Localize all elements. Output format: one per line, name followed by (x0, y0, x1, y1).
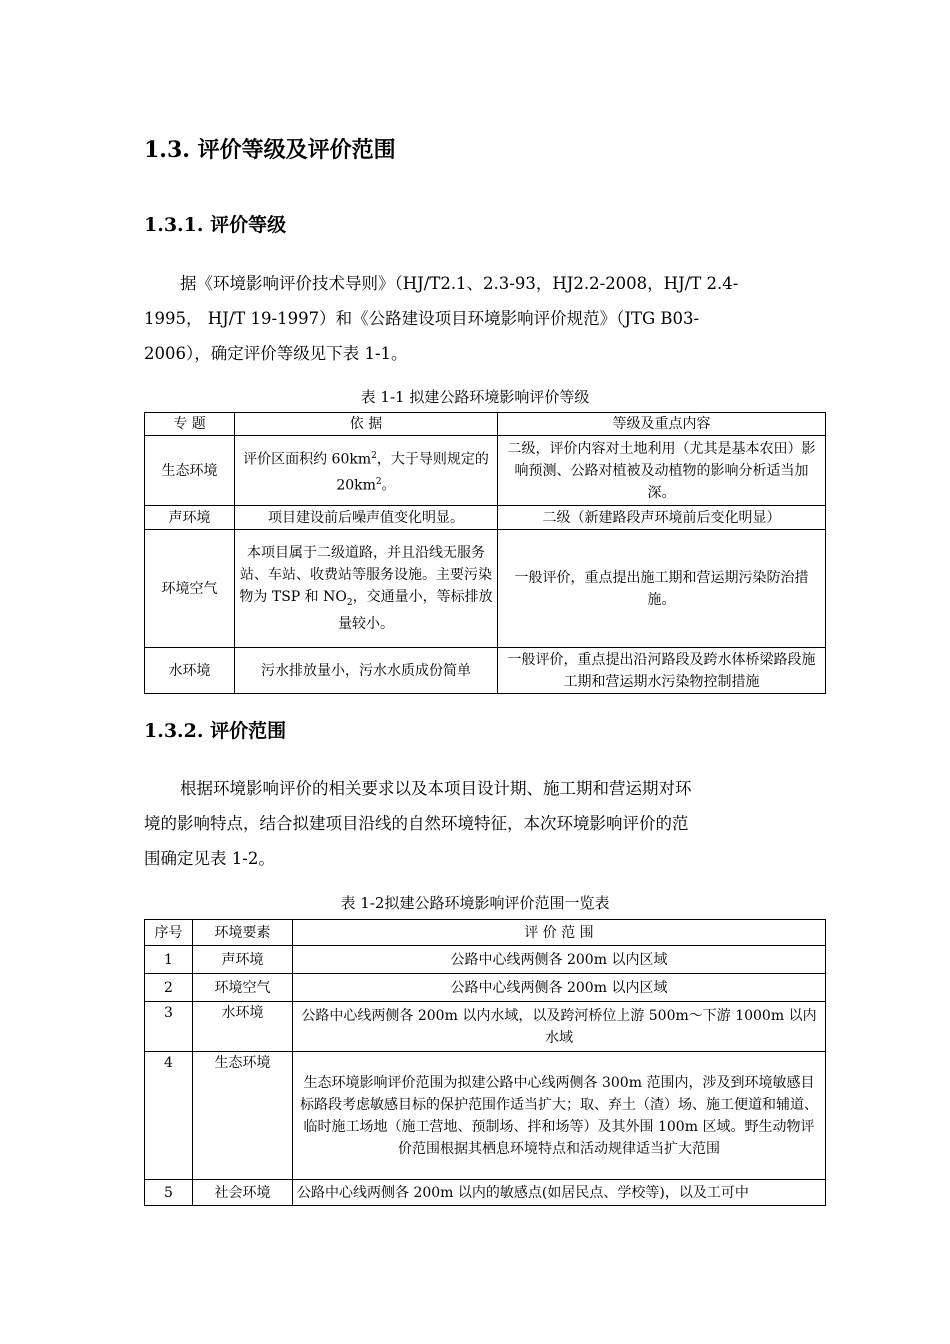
paragraph-line: 据《环境影响评价技术导则》（HJ/T2.1、2.3-93，HJ2.2-2008，HJ/T 2.4- (180, 274, 739, 293)
range-cell: 公路中心线两侧各 200m 以内的敏感点(如居民点、学校等)，以及工可中 (293, 1180, 826, 1206)
element-cell: 声环境 (193, 946, 293, 974)
paragraph-range-basis (144, 771, 806, 876)
column-header: 评 价 范 围 (293, 920, 826, 946)
topic-cell: 生态环境 (145, 436, 235, 506)
content-cell: 一般评价，重点提出施工期和营运期污染防治措施。 (498, 530, 826, 648)
paragraph-line: 2006），确定评价等级见下表 1-1。 (144, 344, 408, 363)
element-cell: 生态环境 (193, 1052, 293, 1180)
range-table (144, 919, 826, 1206)
number-cell: 2 (145, 974, 193, 1002)
content-cell: 二级，评价内容对土地利用（尤其是基本农田）影响预测、公路对植被及动植物的影响分析适当加深。 (498, 436, 826, 506)
topic-cell: 环境空气 (145, 530, 235, 648)
range-cell: 公路中心线两侧各 200m 以内区域 (293, 946, 826, 974)
table-caption: 表 1-2拟建公路环境影响评价范围一览表 (340, 894, 610, 912)
table-caption: 表 1-1 拟建公路环境影响评价等级 (360, 388, 590, 406)
table-row (145, 648, 826, 694)
column-header: 依 据 (235, 413, 498, 436)
paragraph-grade-basis (144, 266, 806, 371)
table-header-row (145, 413, 826, 436)
section-heading: 1.3. 评价等级及评价范围 (144, 137, 396, 163)
basis-cell: 项目建设前后噪声值变化明显。 (235, 506, 498, 530)
table-row (145, 436, 826, 506)
table-row (145, 506, 826, 530)
table-row (145, 1052, 826, 1180)
number-cell: 4 (145, 1052, 193, 1180)
table-row (145, 974, 826, 1002)
paragraph-line: 根据环境影响评价的相关要求以及本项目设计期、施工期和营运期对环 (180, 779, 692, 798)
number-cell: 1 (145, 946, 193, 974)
column-header: 等级及重点内容 (498, 413, 826, 436)
element-cell: 环境空气 (193, 974, 293, 1002)
column-header: 专 题 (145, 413, 235, 436)
number-cell: 5 (145, 1180, 193, 1206)
table-row (145, 946, 826, 974)
paragraph-line: 境的影响特点，结合拟建项目沿线的自然环境特征，本次环境影响评价的范 (144, 814, 689, 833)
table-header-row (145, 920, 826, 946)
basis-cell: 本项目属于二级道路，并且沿线无服务站、车站、收费站等服务设施。主要污染物为 TSP 和 $NO_2$，交通量小，等标排放量较小。 (235, 530, 498, 648)
topic-cell: 声环境 (145, 506, 235, 530)
subsection-heading-grade: 1.3.1. 评价等级 (144, 214, 287, 236)
number-cell: 3 (145, 1002, 193, 1052)
paragraph-line: 围确定见表 1-2。 (144, 849, 275, 868)
range-cell: 公路中心线两侧各 200m 以内水域，以及跨河桥位上游 500m～下游 1000m 以内水域 (293, 1002, 826, 1052)
basis-cell: 评价区面积约 $60km^2$，大于导则规定的 $20km^2$。 (235, 436, 498, 506)
subsection-heading-range: 1.3.2. 评价范围 (144, 720, 287, 742)
column-header: 环境要素 (193, 920, 293, 946)
paragraph-line: 1995， HJ/T 19-1997）和《公路建设项目环境影响评价规范》（JTG B03- (144, 309, 700, 328)
element-cell: 社会环境 (193, 1180, 293, 1206)
range-cell: 公路中心线两侧各 200m 以内区域 (293, 974, 826, 1002)
content-cell: 一般评价，重点提出沿河路段及跨水体桥梁路段施工期和营运期水污染物控制措施 (498, 648, 826, 694)
column-header: 序号 (145, 920, 193, 946)
content-cell: 二级（新建路段声环境前后变化明显） (498, 506, 826, 530)
grade-table (144, 412, 826, 694)
table-row (145, 1180, 826, 1206)
basis-cell: 污水排放量小，污水水质成份简单 (235, 648, 498, 694)
table-row (145, 1002, 826, 1052)
topic-cell: 水环境 (145, 648, 235, 694)
element-cell: 水环境 (193, 1002, 293, 1052)
range-cell: 生态环境影响评价范围为拟建公路中心线两侧各 300m 范围内，涉及到环境敏感目标路段考虑敏感目标的保护范围作适当扩大；取、弃土（渣）场、施工便道和辅道、临时施工场地（施工营地、预制场、拌和场等）及其外围 100m 区域。野生动物评价范围根据其栖息环境特点和活动规律适当扩大范围 (293, 1052, 826, 1180)
table-row (145, 530, 826, 648)
